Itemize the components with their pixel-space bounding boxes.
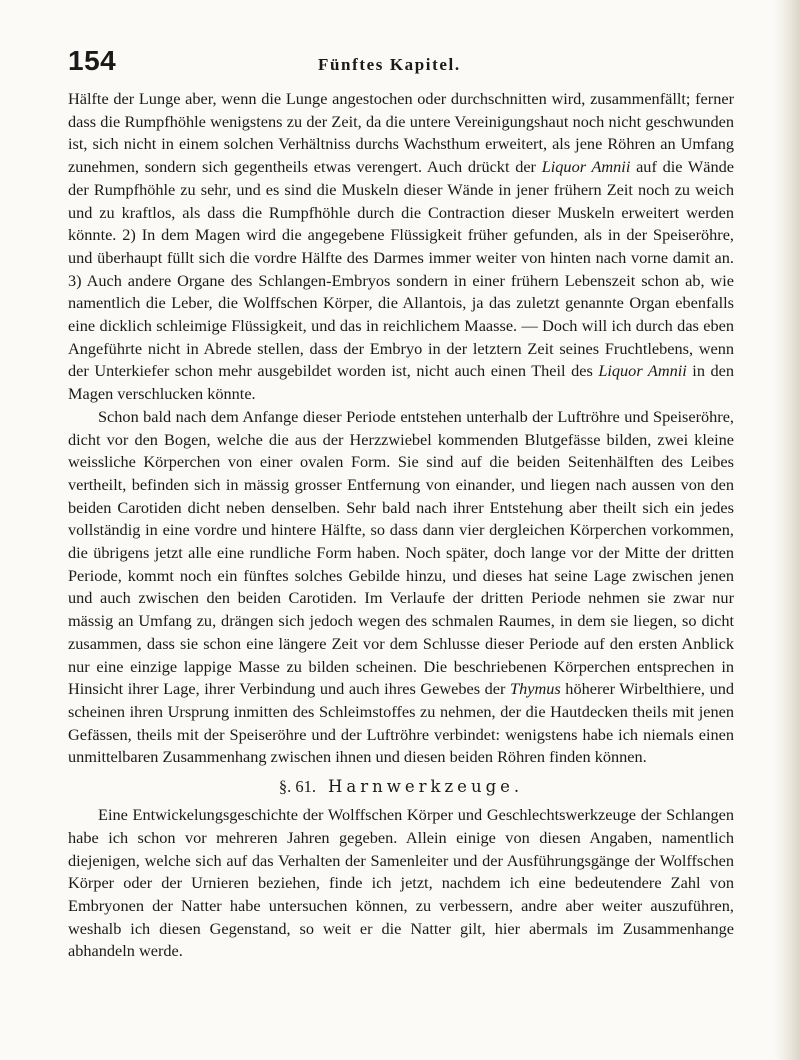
paragraph-text: in den Magen verschlucken könnte. xyxy=(68,361,735,404)
latin-term: Liquor Amnii xyxy=(541,157,631,177)
latin-term: Liquor Amnii xyxy=(598,361,687,381)
paragraph-harnwerkzeuge xyxy=(68,804,734,963)
paragraph-thymus xyxy=(68,406,734,769)
paragraph-text: Hälfte der Lunge aber, wenn die Lunge angestochen oder durchschnitten wird, zusammenfällt; ferner dass die Rumpfhöhle wenigstens zu der Zeit, da die untere Vereinigungshaut noch nicht geschwunden ist, sich nicht in einem solchen Verhältniss durchs Wachsthum erweitert, als jene Röhren an Umfang zunehmen, sondern sich gegentheils etwas verengert. Auch drückt der xyxy=(68,89,734,177)
body-text xyxy=(68,88,734,963)
paragraph-text: Eine Entwickelungsgeschichte der Wolffschen Körper und Geschlechtswerkzeuge der Schlangen habe ich schon vor mehreren Jahren gegeben. Allein einige von diesen Angaben, namentlich diejenigen, welche sich auf das Verhalten der Samenleiter und der Ausführungsgänge der Wolffschen Körper oder der Urnieren beziehen, finde ich jetzt, nachdem ich eine bedeutendere Zahl von Embryonen der Natter habe untersuchen können, zu verbessern, andre aber weiter auszuführen, weshalb ich diesen Gegenstand, so weit er die Natter gilt, hier abermals im Zusammenhange abhandeln werde. xyxy=(68,805,734,961)
paragraph-text: Schon bald nach dem Anfange dieser Periode entstehen unterhalb der Luftröhre und Speiseröhre, dicht vor den Bogen, welche die aus der Herzzwiebel kommenden Blutgefässe bilden, zwei kleine weissliche Körperchen von einer ovalen Form. Sie sind auf die beiden Seitenhälften des Leibes vertheilt, befinden sich in mässig grosser Entfernung von einander, und liegen nach aussen von den beiden Carotiden dicht neben denselben. Sehr bald nach ihrer Entstehung aber theilt sich ein jedes vollständig in eine vordre und hintere Hälfte, so dass dann vier dergleichen Körperchen vorkommen, die übrigens jetzt alle eine rundliche Form haben. Noch später, doch lange vor der Mitte der dritten Periode, kommt noch ein fünftes solches Gebilde hinzu, und dieses hat seine Lage zwischen jenen und auch zwischen den beiden Carotiden. Im Verlaufe der dritten Periode nehmen sie zwar nur mässig an Umfang zu, drängen sich jedoch wegen des schmalen Raumes, in dem sie liegen, so dicht zusammen, dass sie schon eine längere Zeit vor dem Schlusse dieser Periode auf den ersten Anblick nur eine einzige lappige Masse zu bilden scheinen. Die beschriebenen Körperchen entsprechen in Hinsicht ihrer Lage, ihrer Verbindung und auch ihres Gewebes der xyxy=(68,406,734,699)
section-number: §. 61. xyxy=(278,777,316,797)
paragraph-text: höherer Wirbelthiere, und scheinen ihren Ursprung inmitten des Schleimstoffes zu nehmen, der die Hautdecken theils mit jenen Gefässen, theils mit der Speiseröhre und der Luftröhre verbindet: wenigstens habe ich niemals einen unmittelbaren Zusammenhang zwischen ihnen und diesen beiden Röhren finden können. xyxy=(68,679,735,767)
running-title: Fünftes Kapitel. xyxy=(318,55,461,74)
section-title: Harnwerkzeuge. xyxy=(327,777,524,797)
page-edge-shadow xyxy=(774,0,800,1060)
section-heading xyxy=(68,774,734,800)
latin-term: Thymus xyxy=(510,679,561,699)
page-header xyxy=(68,45,728,85)
page-number: 154 xyxy=(68,45,117,76)
paragraph-text: auf die Wände der Rumpfhöhle zu sehr, und es sind die Muskeln dieser Wände in jener frühern Zeit noch zu weich und zu kraftlos, als dass die Rumpfhöhle durch die Contraction dieser Muskeln erweitert werden könnte. 2) In dem Magen wird die angegebene Flüssigkeit früher gefunden, als in der Speiseröhre, und überhaupt füllt sich die vordre Hälfte des Darmes immer weiter von hinten nach vorne damit an. 3) Auch andere Organe des Schlangen-Embryos sondern in einer frühern Lebenszeit schon ab, wie namentlich die Leber, die Wolffschen Körper, die Allantois, ja das zuletzt genannte Organ ebenfalls eine dicklich schleimige Flüssigkeit, und das in reichlichem Maasse. — Doch will ich durch das eben Angeführte nicht in Abrede stellen, dass der Embryo in der letztern Zeit seines Fruchtlebens, wenn der Unterkiefer schon mehr ausgebildet worden ist, nicht auch einen Theil des xyxy=(68,157,734,381)
paragraph-continued xyxy=(68,88,734,406)
